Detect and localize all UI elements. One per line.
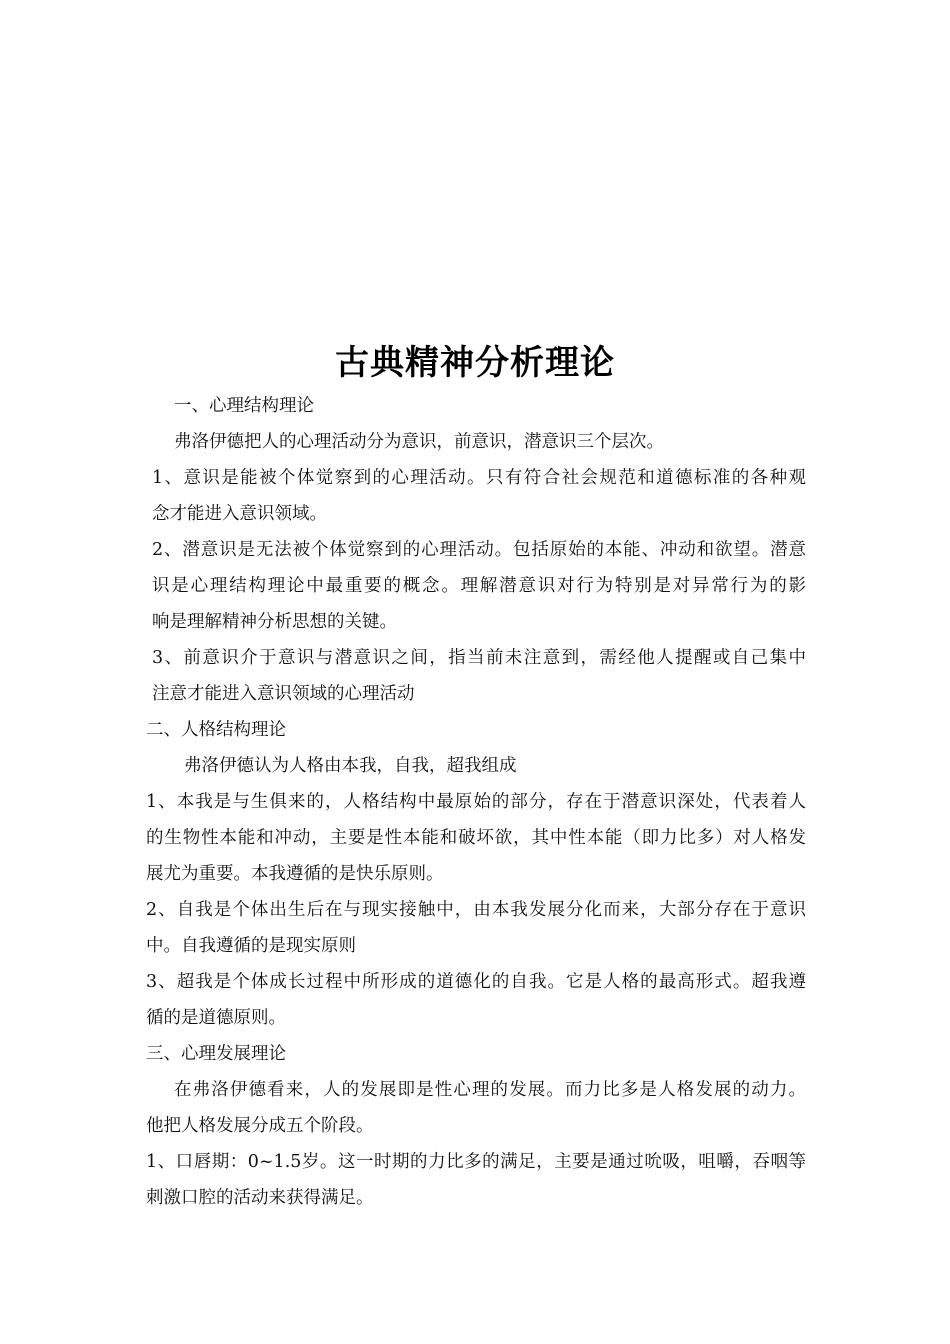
paragraph-line: 3、超我是个体成长过程中所形成的道德化的自我。它是人格的最高形式。超我遵 <box>146 972 806 992</box>
paragraph-line: 中。自我遵循的是现实原则 <box>146 936 356 956</box>
paragraph-line: 1、意识是能被个体觉察到的心理活动。只有符合社会规范和道德标准的各种观 <box>152 468 806 488</box>
section-heading-1: 一、心理结构理论 <box>174 396 314 416</box>
section-heading-3: 三、心理发展理论 <box>146 1044 286 1064</box>
paragraph-line: 弗洛伊德把人的心理活动分为意识，前意识，潜意识三个层次。 <box>174 432 664 452</box>
paragraph-line: 他把人格发展分成五个阶段。 <box>146 1116 374 1136</box>
paragraph-line: 识是心理结构理论中最重要的概念。理解潜意识对行为特别是对异常行为的影 <box>152 576 806 596</box>
paragraph-line: 1、本我是与生俱来的，人格结构中最原始的部分，存在于潜意识深处，代表着人 <box>146 792 806 812</box>
paragraph-line: 在弗洛伊德看来，人的发展即是性心理的发展。而力比多是人格发展的动力。 <box>174 1080 806 1100</box>
paragraph-line: 2、潜意识是无法被个体觉察到的心理活动。包括原始的本能、冲动和欲望。潜意 <box>152 540 806 560</box>
section-heading-2: 二、人格结构理论 <box>146 720 286 740</box>
paragraph-line: 展尤为重要。本我遵循的是快乐原则。 <box>146 864 444 884</box>
paragraph-line: 1、口唇期：0~1.5岁。这一时期的力比多的满足，主要是通过吮吸，咀嚼，吞咽等 <box>146 1152 806 1172</box>
paragraph-line: 注意才能进入意识领域的心理活动 <box>152 684 415 704</box>
paragraph-line: 循的是道德原则。 <box>146 1008 286 1028</box>
paragraph-line: 2、自我是个体出生后在与现实接触中，由本我发展分化而来，大部分存在于意识 <box>146 900 806 920</box>
paragraph-line: 念才能进入意识领域。 <box>152 504 327 524</box>
page-title: 古典精神分析理论 <box>335 343 615 383</box>
paragraph-line: 3、前意识介于意识与潜意识之间，指当前未注意到，需经他人提醒或自己集中 <box>152 648 806 668</box>
paragraph-line: 刺激口腔的活动来获得满足。 <box>146 1188 374 1208</box>
paragraph-line: 的生物性本能和冲动，主要是性本能和破坏欲，其中性本能（即力比多）对人格发 <box>146 828 806 848</box>
paragraph-line: 响是理解精神分析思想的关键。 <box>152 612 397 632</box>
paragraph-line: 弗洛伊德认为人格由本我，自我，超我组成 <box>184 756 517 776</box>
